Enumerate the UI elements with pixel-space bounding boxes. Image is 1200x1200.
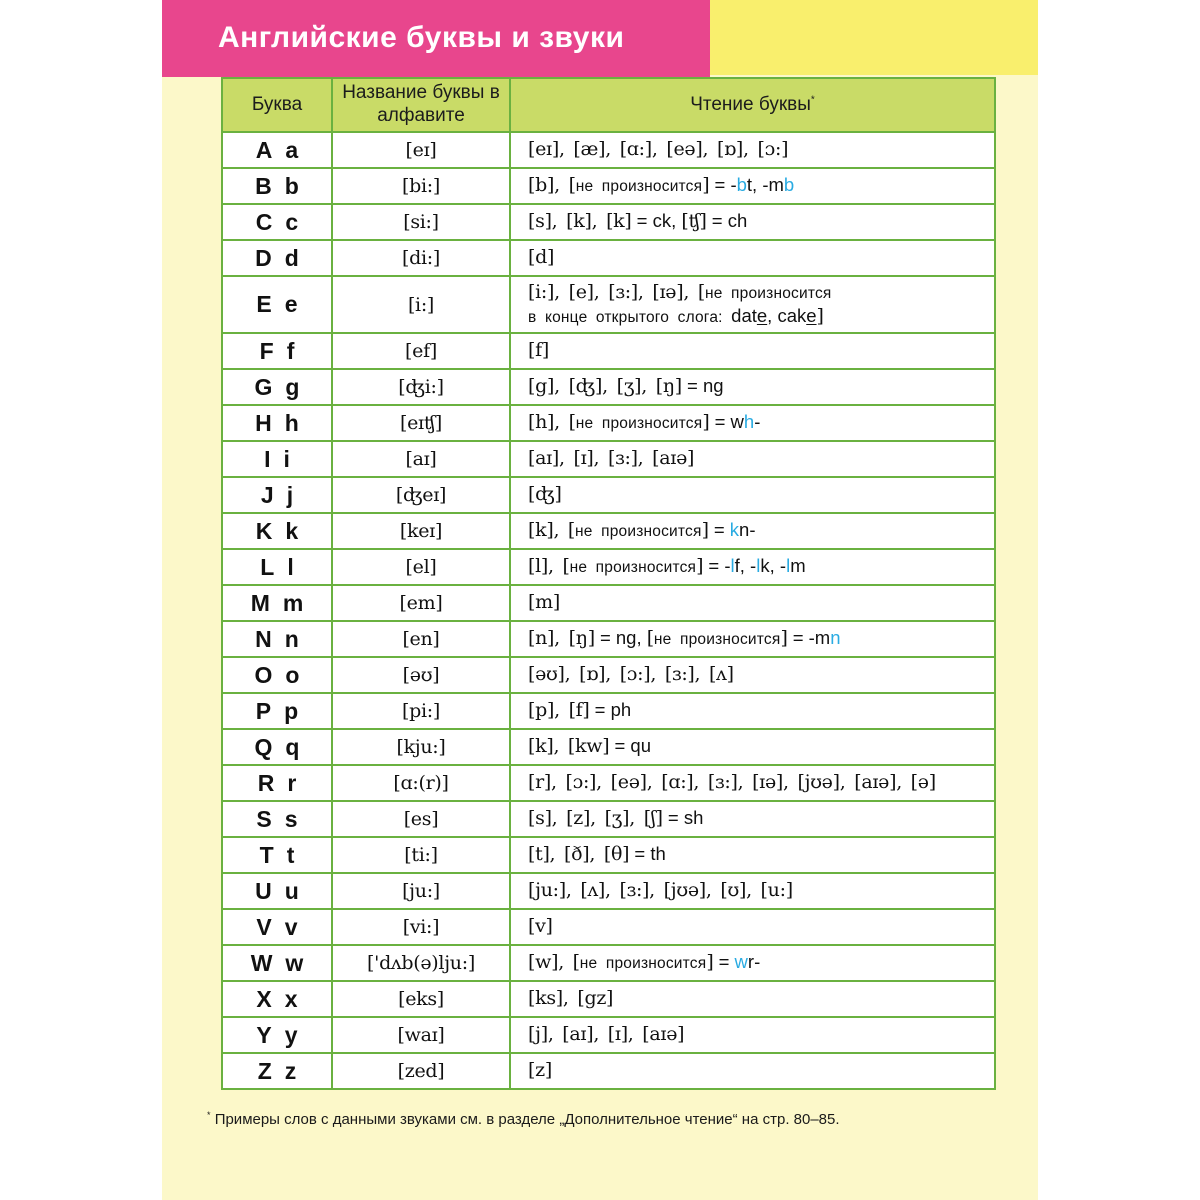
reading-segment: не произносится bbox=[575, 415, 703, 433]
alphabet-name-cell: [waɪ] bbox=[332, 1017, 510, 1053]
reading-segment: ] bbox=[706, 951, 714, 974]
reading-segment: = ph bbox=[589, 699, 632, 721]
alphabet-name-cell: [ʤi:] bbox=[332, 369, 510, 405]
alphabet-name-cell: [es] bbox=[332, 801, 510, 837]
uppercase-letter: H bbox=[255, 409, 272, 436]
table-row-g bbox=[222, 369, 995, 405]
footnote-text: Примеры слов с данными звуками см. в разделе „Дополнительное чтение“ на стр. 80–85. bbox=[214, 1111, 840, 1128]
table-row-c bbox=[222, 204, 995, 240]
table-row-p bbox=[222, 693, 995, 729]
alphabet-name-cell: [vi:] bbox=[332, 909, 510, 945]
reading-cell bbox=[510, 693, 995, 729]
reading-segment: w bbox=[734, 951, 748, 973]
letter-cell-r bbox=[222, 765, 332, 801]
reading-segment: [k], [kw] bbox=[528, 735, 610, 758]
alphabet-name-cell: [en] bbox=[332, 621, 510, 657]
table-row-q bbox=[222, 729, 995, 765]
letter-cell-z bbox=[222, 1053, 332, 1089]
letter-cell-x bbox=[222, 981, 332, 1017]
alphabet-name-cell: [si:] bbox=[332, 204, 510, 240]
table-row-f bbox=[222, 333, 995, 369]
reading-segment: [d] bbox=[528, 246, 555, 269]
uppercase-letter: V bbox=[256, 913, 272, 940]
uppercase-letter: Q bbox=[254, 733, 273, 760]
uppercase-letter: W bbox=[250, 949, 273, 976]
letter-cell-f bbox=[222, 333, 332, 369]
alphabet-name-cell: [em] bbox=[332, 585, 510, 621]
uppercase-letter: C bbox=[255, 208, 273, 235]
table-row-k bbox=[222, 513, 995, 549]
table-row-z bbox=[222, 1053, 995, 1089]
uppercase-letter: G bbox=[254, 373, 273, 400]
reading-segment: [t], [ð], [θ] bbox=[528, 843, 630, 866]
reading-cell bbox=[510, 168, 995, 204]
alphabet-name-cell: [eɪʧ] bbox=[332, 405, 510, 441]
table-row-x bbox=[222, 981, 995, 1017]
reading-cell bbox=[510, 333, 995, 369]
reading-cell bbox=[510, 801, 995, 837]
letter-cell-e bbox=[222, 276, 332, 333]
lowercase-letter: r bbox=[287, 769, 297, 796]
reading-segment: f, - bbox=[734, 555, 757, 577]
reading-segment: [eɪ], [æ], [ɑ:], [eə], [ɒ], [ɔ:] bbox=[528, 138, 789, 161]
alphabet-name-cell: [i:] bbox=[332, 276, 510, 333]
lowercase-letter: h bbox=[284, 409, 299, 436]
lowercase-letter: y bbox=[284, 1021, 298, 1048]
lowercase-letter: p bbox=[284, 697, 299, 724]
reading-segment: = ng bbox=[681, 375, 724, 397]
letter-cell-a bbox=[222, 132, 332, 168]
alphabet-name-cell: [pi:] bbox=[332, 693, 510, 729]
letter-cell-b bbox=[222, 168, 332, 204]
lowercase-letter: o bbox=[285, 661, 300, 688]
alphabet-name-cell: [kju:] bbox=[332, 729, 510, 765]
lowercase-letter: q bbox=[285, 733, 300, 760]
reading-segment: = sh bbox=[662, 807, 704, 829]
lowercase-letter: s bbox=[284, 805, 298, 832]
table-row-r bbox=[222, 765, 995, 801]
uppercase-letter: R bbox=[257, 769, 275, 796]
reading-segment: [g], [ʤ], [ʒ], [ŋ] bbox=[528, 375, 682, 398]
letter-cell-g bbox=[222, 369, 332, 405]
reading-segment: = ch bbox=[706, 210, 748, 232]
lowercase-letter: d bbox=[284, 244, 299, 271]
reading-segment: [v] bbox=[528, 915, 553, 938]
footnote bbox=[207, 1110, 840, 1128]
reading-segment: не произносится bbox=[579, 955, 707, 973]
lowercase-letter: e bbox=[284, 291, 298, 317]
reading-cell bbox=[510, 1053, 995, 1089]
uppercase-letter: F bbox=[259, 337, 274, 364]
table-row-h bbox=[222, 405, 995, 441]
letter-cell-n bbox=[222, 621, 332, 657]
uppercase-letter: Y bbox=[256, 1021, 272, 1048]
reading-cell bbox=[510, 549, 995, 585]
reading-segment: [s], [k], [k] bbox=[528, 210, 632, 233]
alphabet-name-cell: [zed] bbox=[332, 1053, 510, 1089]
reading-segment: - bbox=[754, 411, 761, 433]
table-row-j bbox=[222, 477, 995, 513]
reading-segment: [b], [ bbox=[528, 174, 576, 197]
table-row-l bbox=[222, 549, 995, 585]
lowercase-letter: g bbox=[285, 373, 300, 400]
reading-cell bbox=[510, 477, 995, 513]
reading-segment: [ bbox=[646, 627, 654, 650]
poster-page bbox=[162, 0, 1038, 1200]
table-row-u bbox=[222, 873, 995, 909]
table-row-y bbox=[222, 1017, 995, 1053]
reading-segment: = ck, bbox=[631, 210, 682, 232]
letter-cell-h bbox=[222, 405, 332, 441]
reading-cell bbox=[510, 585, 995, 621]
reading-cell bbox=[510, 276, 995, 333]
lowercase-letter: t bbox=[286, 841, 295, 868]
lowercase-letter: m bbox=[282, 589, 304, 616]
reading-segment: = bbox=[713, 951, 735, 973]
reading-segment: e bbox=[756, 304, 768, 326]
reading-segment: не произносится bbox=[575, 178, 703, 196]
reading-segment: ] bbox=[701, 519, 709, 542]
reading-segment: h bbox=[743, 411, 755, 433]
reading-segment: в конце открытого слога: bbox=[528, 308, 732, 326]
reading-segment: [f] bbox=[528, 339, 549, 362]
reading-cell bbox=[510, 441, 995, 477]
title-banner bbox=[162, 0, 710, 77]
lowercase-letter: a bbox=[285, 136, 299, 163]
reading-cell bbox=[510, 909, 995, 945]
lowercase-letter: x bbox=[284, 985, 298, 1012]
reading-segment: n- bbox=[739, 519, 756, 541]
letter-cell-v bbox=[222, 909, 332, 945]
uppercase-letter: U bbox=[255, 877, 272, 904]
reading-segment: не произносится bbox=[575, 523, 702, 541]
table-row-o bbox=[222, 657, 995, 693]
lowercase-letter: v bbox=[284, 913, 298, 940]
table-row-s bbox=[222, 801, 995, 837]
uppercase-letter: M bbox=[250, 589, 270, 616]
uppercase-letter: A bbox=[255, 136, 273, 163]
reading-segment: n bbox=[830, 627, 841, 649]
uppercase-letter: T bbox=[259, 841, 274, 868]
reading-cell bbox=[510, 513, 995, 549]
reading-segment: e bbox=[806, 304, 817, 326]
letter-cell-k bbox=[222, 513, 332, 549]
reading-cell bbox=[510, 765, 995, 801]
reading-segment: [p], [f] bbox=[528, 699, 590, 722]
alphabet-name-cell: [eks] bbox=[332, 981, 510, 1017]
reading-segment: , cak bbox=[767, 304, 807, 326]
reading-cell bbox=[510, 369, 995, 405]
alphabet-name-cell: [eɪ] bbox=[332, 132, 510, 168]
reading-segment: [i:], [e], [ɜ:], [ɪə], [ bbox=[528, 281, 705, 304]
reading-segment: = w bbox=[709, 411, 744, 433]
reading-segment: [ʤ] bbox=[528, 483, 562, 506]
uppercase-letter: X bbox=[256, 985, 272, 1012]
reading-segment: ] bbox=[702, 411, 710, 434]
reading-cell bbox=[510, 837, 995, 873]
uppercase-letter: K bbox=[255, 517, 273, 544]
alphabet-name-cell: [ef] bbox=[332, 333, 510, 369]
reading-segment: не произносится bbox=[569, 559, 697, 577]
alphabet-name-cell: ['dʌb(ə)lju:] bbox=[332, 945, 510, 981]
lowercase-letter: k bbox=[285, 517, 299, 544]
uppercase-letter: L bbox=[260, 553, 275, 580]
uppercase-letter: P bbox=[255, 697, 272, 724]
table-header-row bbox=[222, 78, 995, 132]
reading-segment: [ʧ] bbox=[681, 210, 707, 233]
reading-cell bbox=[510, 621, 995, 657]
uppercase-letter: D bbox=[255, 244, 272, 271]
alphabet-name-cell: [keɪ] bbox=[332, 513, 510, 549]
lowercase-letter: z bbox=[284, 1057, 297, 1084]
reading-segment: dat bbox=[731, 304, 757, 326]
reading-cell bbox=[510, 405, 995, 441]
lowercase-letter: l bbox=[287, 553, 294, 580]
alphabet-name-cell: [di:] bbox=[332, 240, 510, 276]
table-row-w bbox=[222, 945, 995, 981]
reading-segment: b bbox=[783, 174, 795, 196]
reading-segment: [n], [ŋ] bbox=[528, 627, 595, 650]
reading-segment: k, - bbox=[760, 555, 787, 577]
alphabet-name-cell: [bi:] bbox=[332, 168, 510, 204]
lowercase-letter: u bbox=[284, 877, 299, 904]
uppercase-letter: J bbox=[260, 481, 274, 508]
reading-cell bbox=[510, 1017, 995, 1053]
reading-segment: l bbox=[786, 555, 791, 577]
reading-segment: = bbox=[708, 519, 730, 541]
table-row-t bbox=[222, 837, 995, 873]
reading-cell bbox=[510, 873, 995, 909]
reading-segment: [r], [ɔ:], [eə], [ɑ:], [ɜ:], [ɪə], [jʊə], [aɪə], [ə] bbox=[528, 771, 936, 794]
reading-segment: ] bbox=[780, 627, 788, 650]
table-row-a bbox=[222, 132, 995, 168]
alphabet-name-cell: [ju:] bbox=[332, 873, 510, 909]
page-title: Английские буквы и звуки bbox=[218, 20, 625, 54]
lowercase-letter: n bbox=[284, 625, 299, 652]
reading-cell bbox=[510, 981, 995, 1017]
col-header-letter: Буква bbox=[222, 78, 332, 132]
alphabet-name-cell: [ti:] bbox=[332, 837, 510, 873]
reading-segment: [k], [ bbox=[528, 519, 576, 542]
reading-segment: [l], [ bbox=[528, 555, 570, 578]
lowercase-letter: w bbox=[285, 949, 304, 976]
letter-cell-o bbox=[222, 657, 332, 693]
lowercase-letter: c bbox=[285, 208, 299, 235]
alphabet-name-cell: [əʊ] bbox=[332, 657, 510, 693]
top-yellow-band bbox=[710, 0, 1038, 75]
reading-cell bbox=[510, 204, 995, 240]
letter-cell-l bbox=[222, 549, 332, 585]
letter-cell-c bbox=[222, 204, 332, 240]
reading-segment: [s], [z], [ʒ], [ʃ] bbox=[528, 807, 663, 830]
table-row-b bbox=[222, 168, 995, 204]
uppercase-letter: E bbox=[256, 291, 272, 317]
reading-segment: = - bbox=[703, 555, 731, 577]
reading-segment: не произносится bbox=[704, 285, 832, 303]
table-row-m bbox=[222, 585, 995, 621]
letter-cell-m bbox=[222, 585, 332, 621]
reading-segment: = th bbox=[629, 843, 666, 865]
uppercase-letter: N bbox=[255, 625, 272, 652]
uppercase-letter: B bbox=[255, 172, 272, 199]
reading-segment: ] bbox=[702, 174, 710, 197]
reading-cell bbox=[510, 657, 995, 693]
letter-cell-j bbox=[222, 477, 332, 513]
letter-cell-p bbox=[222, 693, 332, 729]
reading-segment: [w], [ bbox=[528, 951, 580, 974]
reading-segment: m bbox=[790, 555, 806, 577]
reading-cell bbox=[510, 945, 995, 981]
reading-segment: [m] bbox=[528, 591, 560, 614]
letter-cell-u bbox=[222, 873, 332, 909]
reading-segment: ] bbox=[816, 304, 824, 327]
reading-segment: r- bbox=[747, 951, 761, 973]
col-header-reading-label: Чтение буквы bbox=[690, 93, 811, 115]
reading-segment: [h], [ bbox=[528, 411, 576, 434]
uppercase-letter: S bbox=[256, 805, 272, 832]
alphabet-name-cell: [ɑ:(r)] bbox=[332, 765, 510, 801]
lowercase-letter: f bbox=[286, 337, 295, 364]
letter-cell-i bbox=[222, 441, 332, 477]
reading-footnote-marker: * bbox=[810, 94, 815, 106]
uppercase-letter: I bbox=[264, 445, 271, 472]
reading-cell bbox=[510, 132, 995, 168]
col-header-reading bbox=[510, 78, 995, 132]
alphabet-name-cell: [aɪ] bbox=[332, 441, 510, 477]
letter-cell-d bbox=[222, 240, 332, 276]
table-row-i bbox=[222, 441, 995, 477]
letters-sounds-table bbox=[221, 77, 996, 1090]
reading-segment: k bbox=[729, 519, 740, 541]
reading-segment: t, -m bbox=[746, 174, 784, 196]
letter-cell-s bbox=[222, 801, 332, 837]
alphabet-name-cell: [ʤeɪ] bbox=[332, 477, 510, 513]
reading-segment: [z] bbox=[528, 1059, 552, 1082]
footnote-marker: * bbox=[207, 1110, 211, 1120]
table-row-n bbox=[222, 621, 995, 657]
alphabet-name-cell: [el] bbox=[332, 549, 510, 585]
reading-segment: = qu bbox=[609, 735, 651, 757]
reading-segment: b bbox=[736, 174, 747, 196]
table-row-d bbox=[222, 240, 995, 276]
letter-cell-y bbox=[222, 1017, 332, 1053]
reading-segment: [j], [aɪ], [ɪ], [aɪə] bbox=[528, 1023, 685, 1046]
uppercase-letter: O bbox=[254, 661, 273, 688]
reading-segment: ] bbox=[696, 555, 704, 578]
table-row-v bbox=[222, 909, 995, 945]
letter-cell-t bbox=[222, 837, 332, 873]
letter-cell-w bbox=[222, 945, 332, 981]
reading-cell bbox=[510, 729, 995, 765]
letter-cell-q bbox=[222, 729, 332, 765]
lowercase-letter: b bbox=[284, 172, 299, 199]
reading-segment: = -m bbox=[787, 627, 831, 649]
reading-segment: [ju:], [ʌ], [ɜ:], [jʊə], [ʊ], [u:] bbox=[528, 879, 793, 902]
reading-segment: = - bbox=[709, 174, 737, 196]
lowercase-letter: i bbox=[283, 445, 290, 472]
col-header-name: Название буквы в алфавите bbox=[332, 78, 510, 132]
reading-cell bbox=[510, 240, 995, 276]
uppercase-letter: Z bbox=[257, 1057, 272, 1084]
table-row-e bbox=[222, 276, 995, 333]
reading-segment: [əʊ], [ɒ], [ɔ:], [ɜ:], [ʌ] bbox=[528, 663, 734, 686]
reading-segment: [aɪ], [ɪ], [ɜ:], [aɪə] bbox=[528, 447, 695, 470]
reading-segment: l bbox=[730, 555, 735, 577]
reading-segment: l bbox=[756, 555, 761, 577]
lowercase-letter: j bbox=[286, 481, 294, 508]
reading-segment: не произносится bbox=[653, 631, 781, 649]
reading-segment: = ng, bbox=[594, 627, 647, 649]
reading-segment: [ks], [gz] bbox=[528, 987, 614, 1010]
